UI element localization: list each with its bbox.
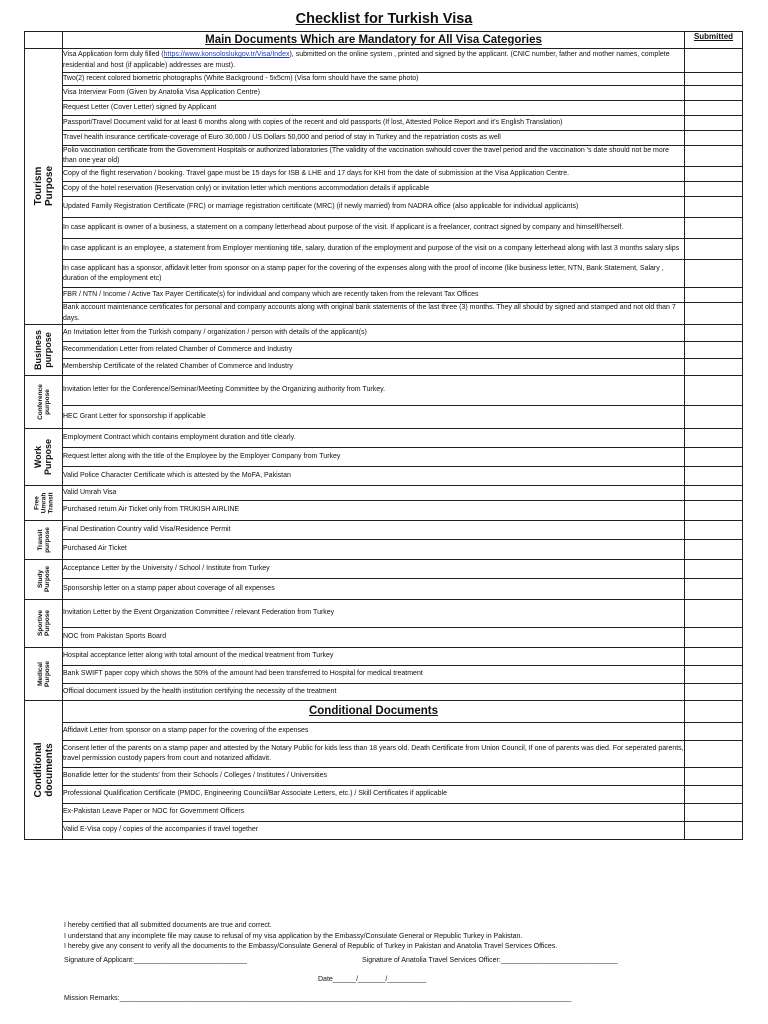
checklist-row [25, 740, 743, 767]
document-item: Updated Family Registration Certificate (FRC) or marriage registration certificate (MRC) (if newly married) from NADRA office (also applicable for individual applicants) [63, 197, 685, 218]
checklist-row [25, 341, 743, 358]
header-row [25, 32, 743, 49]
submitted-checkbox-cell[interactable] [685, 785, 743, 803]
submitted-checkbox-cell [685, 700, 743, 722]
category-label: Free Umrah Transit [32, 492, 55, 514]
submitted-checkbox-cell[interactable] [685, 466, 743, 485]
submitted-checkbox-cell[interactable] [685, 218, 743, 239]
document-item: FBR / NTN / Income / Active Tax Payer Certificate(s) for individual and company which are recently taken from the relevant Tax Offices [63, 288, 685, 303]
document-item: Final Destination Country valid Visa/Residence Permit [63, 520, 685, 539]
checklist-row [25, 539, 743, 559]
checklist-row [25, 375, 743, 405]
mission-remarks-line[interactable]: Mission Remarks:____________________________________________________________________________________________________________________ [64, 995, 572, 1002]
submitted-checkbox-cell[interactable] [685, 740, 743, 767]
declaration-line: I hereby give any consent to verify all the documents to the Embassy/Consulate General of Republic of Turkey in Pakistan and Anatolia Travel Services Offices. [64, 943, 558, 950]
checklist-row [25, 239, 743, 260]
submitted-checkbox-cell[interactable] [685, 73, 743, 86]
checklist-row [25, 324, 743, 341]
document-item: Two(2) recent colored biometric photographs (White Background - 5x5cm) (Visa form should have the same photo) [63, 73, 685, 86]
checklist-row [25, 665, 743, 683]
submitted-checkbox-cell[interactable] [685, 239, 743, 260]
document-item: Employment Contract which contains employment duration and title clearly. [63, 428, 685, 447]
category-cell [25, 520, 63, 559]
category-cell [25, 599, 63, 647]
document-item: Invitation letter for the Conference/Seminar/Meeting Committee by the Organizing authority from Turkey. [63, 375, 685, 405]
submitted-checkbox-cell[interactable] [685, 101, 743, 116]
submitted-checkbox-cell[interactable] [685, 131, 743, 146]
submitted-checkbox-cell[interactable] [685, 167, 743, 182]
document-item: Valid E-Visa copy / copies of the accompanies if travel together [63, 821, 685, 839]
document-item: In case applicant has a sponsor, affidavit letter from sponsor on a stamp paper for the covering of the expenses along with the proof of income (like business letter, NTN, Bank Statement, Salary , duration of the employment etc) [63, 260, 685, 288]
checklist-row [25, 767, 743, 785]
submitted-checkbox-cell[interactable] [685, 260, 743, 288]
submitted-checkbox-cell[interactable] [685, 803, 743, 821]
category-cell [25, 428, 63, 485]
document-item: Request letter along with the title of the Employee by the Employer Company from Turkey [63, 447, 685, 466]
category-label: Tourism Purpose [32, 166, 55, 207]
declaration-line: I hereby certified that all submitted documents are true and correct. [64, 922, 272, 929]
document-item: Polio vaccination certificate from the Government Hospitals or authorized laboratories (The validity of the vaccination swhould cover the travel period and the vaccination 's date should not be more than one year old) [63, 146, 685, 167]
category-cell [25, 324, 63, 375]
submitted-checkbox-cell[interactable] [685, 627, 743, 647]
document-item: Request Letter (Cover Letter) signed by Applicant [63, 101, 685, 116]
submitted-checkbox-cell[interactable] [685, 116, 743, 131]
checklist-row [25, 303, 743, 324]
submitted-checkbox-cell[interactable] [685, 722, 743, 740]
checklist-row [25, 447, 743, 466]
submitted-checkbox-cell[interactable] [685, 405, 743, 428]
checklist-row [25, 647, 743, 665]
checklist-row [25, 218, 743, 239]
submitted-checkbox-cell[interactable] [685, 49, 743, 73]
category-cell [25, 375, 63, 428]
document-item: Recommendation Letter from related Chamber of Commerce and Industry [63, 341, 685, 358]
document-item: In case applicant is owner of a business, a statement on a company letterhead about purpose of the visit. If applicant is a freelancer, contract signed by company and himself/herself. [63, 218, 685, 239]
mandatory-header: Main Documents Which are Mandatory for All Visa Categories [63, 32, 685, 49]
submitted-checkbox-cell[interactable] [685, 539, 743, 559]
visa-website-link[interactable]: https://www.konsoloslukgov.tr/Visa/Index [163, 51, 290, 59]
submitted-checkbox-cell[interactable] [685, 288, 743, 303]
document-item: Acceptance Letter by the University / School / Institute from Turkey [63, 559, 685, 578]
checklist-row [25, 520, 743, 539]
submitted-checkbox-cell[interactable] [685, 341, 743, 358]
checklist-row [25, 485, 743, 500]
checklist-row [25, 167, 743, 182]
checklist-row [25, 86, 743, 101]
category-label: Conference purpose [36, 383, 51, 420]
submitted-checkbox-cell[interactable] [685, 324, 743, 341]
submitted-checkbox-cell[interactable] [685, 578, 743, 599]
submitted-checkbox-cell[interactable] [685, 500, 743, 520]
submitted-checkbox-cell[interactable] [685, 665, 743, 683]
checklist-row [25, 182, 743, 197]
header-blank-cell [25, 32, 63, 49]
declarations-block [64, 921, 557, 953]
checklist-table [24, 31, 743, 840]
item-text-end: ), submitted on the online system , printed and signed by the applicant. (CNIC number, father and mother names, complete residential and host (if applicable) addresses are must). [63, 51, 670, 69]
checklist-row [25, 197, 743, 218]
document-item: Bank SWIFT paper copy which shows the 50% of the amount had been transferred to Hospital for medical treatment [63, 665, 685, 683]
checklist-body [25, 32, 743, 840]
document-item: Bonafide letter for the students' from their Schools / Colleges / Institutes / Universities [63, 767, 685, 785]
submitted-checkbox-cell[interactable] [685, 599, 743, 627]
category-cell [25, 485, 63, 520]
checklist-row [25, 599, 743, 627]
document-item: NOC from Pakistan Sports Board [63, 627, 685, 647]
document-item: Official document issued by the health institution certifying the necessity of the treatment [63, 683, 685, 700]
submitted-checkbox-cell[interactable] [685, 447, 743, 466]
document-item: An Invitation letter from the Turkish company / organization / person with details of the applicant(s) [63, 324, 685, 341]
document-item: Membership Certificate of the related Chamber of Commerce and Industry [63, 358, 685, 375]
document-item: Bank account maintenance certificates for personal and company accounts along with original bank statements of the last three (3) months. They all should by signed and stamped and not old than 7 days. [63, 303, 685, 324]
submitted-checkbox-cell[interactable] [685, 767, 743, 785]
checklist-row [25, 500, 743, 520]
checklist-row [25, 358, 743, 375]
submitted-checkbox-cell[interactable] [685, 86, 743, 101]
document-item: Visa Interview Form (Given by Anatolia Visa Application Centre) [63, 86, 685, 101]
declaration-line: I understand that any incomplete file may cause to refusal of my visa application by the Embassy/Consulate General or Republic Turkey in Pakistan. [64, 932, 523, 940]
submitted-checkbox-cell[interactable] [685, 559, 743, 578]
document-item: Sponsorship letter on a stamp paper about coverage of all expenses [63, 578, 685, 599]
submitted-checkbox-cell[interactable] [685, 428, 743, 447]
submitted-checkbox-cell[interactable] [685, 303, 743, 324]
document-item: Copy of the flight reservation / booking. Travel gape must be 15 days for ISB & LHE and 17 days for KHI from the date of submission at the Visa Application Centre. [63, 167, 685, 182]
submitted-checkbox-cell[interactable] [685, 647, 743, 665]
checklist-row [25, 785, 743, 803]
category-label: Business purpose [32, 329, 53, 370]
document-item: Affidavit Letter from sponsor on a stamp paper for the covering of the expenses [63, 722, 685, 740]
document-item: Purchased return Air Ticket only from TRUKISH AIRLINE [63, 500, 685, 520]
checklist-row [25, 260, 743, 288]
submitted-checkbox-cell[interactable] [685, 146, 743, 167]
category-cell [25, 49, 63, 325]
document-item: Copy of the hotel reservation (Reservation only) or invitation letter which mentions accommodation details if applicable [63, 182, 685, 197]
checklist-row [25, 405, 743, 428]
document-item: Purchased Air Ticket [63, 539, 685, 559]
checklist-row [25, 627, 743, 647]
checklist-row [25, 131, 743, 146]
category-label: Study Purpose [36, 566, 51, 593]
checklist-row [25, 116, 743, 131]
date-line[interactable]: Date______/_______/__________ [318, 976, 427, 983]
checklist-row [25, 821, 743, 839]
category-cell [25, 700, 63, 839]
document-item: Passport/Travel Document valid for at least 6 months along with copies of the recent and old passports (If lost, Attested Police Report and it's English Translation) [63, 116, 685, 131]
checklist-row [25, 288, 743, 303]
checklist-row [25, 683, 743, 700]
document-item [63, 49, 685, 73]
checklist-row [25, 578, 743, 599]
category-label: Transit purpose [36, 526, 51, 553]
conditional-header-row [25, 700, 743, 722]
document-item: Consent letter of the parents on a stamp paper and attested by the Notary Public for kids less than 18 years old. Death Certificate from Union Council, If one of parents was died. For seperated parents, travel permission custody papers from court and notarized affidavit. [63, 740, 685, 767]
submitted-checkbox-cell[interactable] [685, 520, 743, 539]
category-label: Conditional documents [32, 742, 55, 798]
checklist-row [25, 722, 743, 740]
submitted-checkbox-cell[interactable] [685, 358, 743, 375]
category-label: Sportive Purpose [36, 610, 51, 637]
document-item: Valid Umrah Visa [63, 485, 685, 500]
document-item: Professional Qualification Certificate (PMDC, Engineering Council/Bar Associate Letters, etc.) / Skill Certificates if applicable [63, 785, 685, 803]
submitted-checkbox-cell[interactable] [685, 821, 743, 839]
category-label: Work Purpose [32, 438, 53, 475]
checklist-row [25, 49, 743, 73]
item-text-start: Visa Application form duly filled ( [63, 51, 164, 59]
checklist-row [25, 466, 743, 485]
document-item: Travel health insurance certificate-coverage of Euro 30,000 / US Dollars 50,000 and period of stay in Turkey and the repatriation costs as well [63, 131, 685, 146]
submitted-checkbox-cell[interactable] [685, 683, 743, 700]
conditional-header: Conditional Documents [63, 700, 685, 722]
document-item: In case applicant is an employee, a statement from Employer mentioning title, salary, duration of the employment and purpose of the visit on a company letterhead along with last 3 months salary slips [63, 239, 685, 260]
document-item: Valid Police Character Certificate which is attested by the MoFA, Pakistan [63, 466, 685, 485]
submitted-checkbox-cell[interactable] [685, 485, 743, 500]
document-item: Ex-Pakistan Leave Paper or NOC for Government Officers [63, 803, 685, 821]
checklist-row [25, 559, 743, 578]
submitted-checkbox-cell[interactable] [685, 197, 743, 218]
category-cell [25, 559, 63, 599]
category-cell [25, 647, 63, 700]
document-item: Hospital acceptance letter along with total amount of the medical treatment from Turkey [63, 647, 685, 665]
document-title: Checklist for Turkish Visa [295, 11, 473, 27]
category-label: Medical Purpose [36, 660, 51, 687]
submitted-checkbox-cell[interactable] [685, 182, 743, 197]
submitted-checkbox-cell[interactable] [685, 375, 743, 405]
submitted-header: Submitted [685, 32, 743, 49]
officer-signature-line[interactable]: Signature of Anatolia Travel Services Officer:______________________________ [362, 957, 618, 964]
document-item: Invitation Letter by the Event Organization Committee / relevant Federation from Turkey [63, 599, 685, 627]
checklist-row [25, 73, 743, 86]
checklist-row [25, 428, 743, 447]
document-item: HEC Grant Letter for sponsorship if applicable [63, 405, 685, 428]
checklist-row [25, 146, 743, 167]
applicant-signature-line[interactable]: Signature of Applicant:_____________________________ [64, 957, 247, 964]
checklist-row [25, 101, 743, 116]
checklist-row [25, 803, 743, 821]
